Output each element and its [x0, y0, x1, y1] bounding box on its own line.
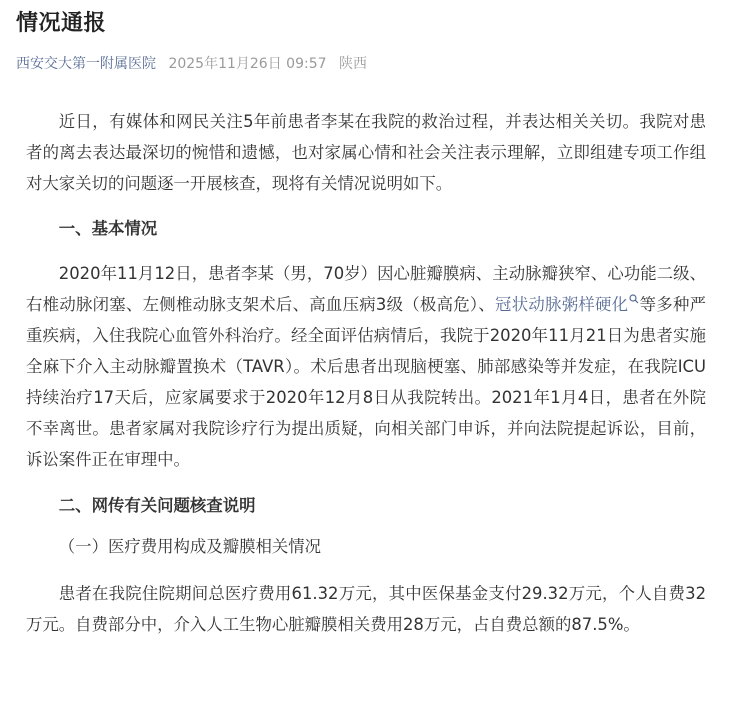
term-link-label: 冠状动脉粥样硬化 — [495, 295, 629, 314]
paragraph-basic-info-text-b: 等多种严重疾病，入住我院心血管外科治疗。经全面评估病情后，我院于2020年11月21日为患者实施全麻下介入主动脉瓣置换术（TAVR）。术后患者出现脑梗塞、肺部感染等并发症，在我院ICU持续治疗17天后，应家属要求于2020年12月8日从我院转出。2021年1月4日，患者在外院不幸离世。患者家属对我院诊疗行为提出质疑，向相关部门申诉，并向法院提起诉讼，目前，诉讼案件正在审理中。 — [26, 295, 707, 469]
source-account-link[interactable]: 西安交大第一附属医院 — [16, 56, 156, 72]
section-heading-verification: 二、网传有关问题核查说明 — [58, 496, 256, 515]
term-link-coronary-atherosclerosis[interactable] — [495, 295, 639, 314]
paragraph-basic-info-text-a: 2020年11月12日，患者李某（男，70岁）因心脏瓣膜病、主动脉瓣狭窄、心功能二级、右椎动脉闭塞、左侧椎动脉支架术后、高血压病3级（极高危）、 — [26, 264, 706, 314]
section-heading-basic-info: 一、基本情况 — [58, 219, 158, 238]
article-title: 情况通报 — [16, 11, 107, 36]
paragraph-intro: 近日，有媒体和网民关注5年前患者李某在我院的救治过程，并表达相关关切。我院对患者的离去表达最深切的惋惜和遗憾，也对家属心情和社会关注表示理解，立即组建专项工作组对大家关切的问题逐一开展核查，现将有关情况说明如下。 — [26, 112, 706, 193]
search-icon — [629, 294, 639, 304]
subsection-heading-medical-costs: （一）医疗费用构成及瓣膜相关情况 — [58, 537, 322, 556]
paragraph-basic-info — [26, 258, 706, 475]
article-meta — [16, 54, 367, 74]
publish-region: 陕西 — [338, 56, 367, 72]
publish-date: 2025年11月26日 09:57 — [168, 56, 327, 72]
paragraph-medical-costs: 患者在我院住院期间总医疗费用61.32万元，其中医保基金支付29.32万元，个人自费32万元。自费部分中，介入人工生物心脏瓣膜相关费用28万元，占自费总额的87.5%。 — [26, 584, 706, 634]
article-body — [26, 106, 706, 640]
